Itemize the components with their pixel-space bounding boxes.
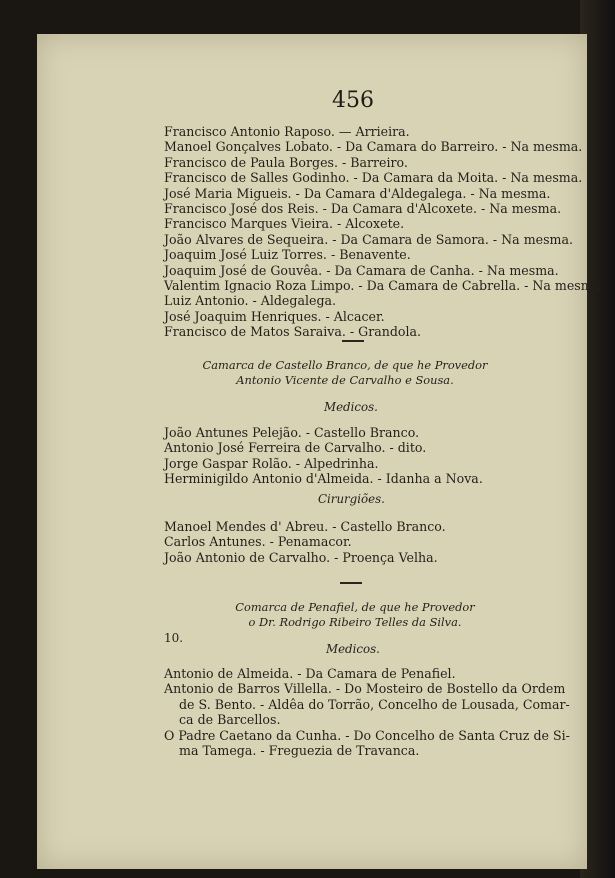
list-item: Francisco de Matos Saraiva. - Grandola. bbox=[164, 324, 422, 340]
list-item: Manoel Mendes d' Abreu. - Castello Branco. bbox=[164, 519, 446, 534]
list-item: Luiz Antonio. - Aldegalega. bbox=[164, 293, 337, 309]
list-item: Antonio José Ferreira de Carvalho. - dito. bbox=[164, 440, 427, 456]
section-heading-line: o Dr. Rodrigo Ribeiro Telles da Silva. bbox=[248, 615, 462, 629]
list-item: João Antunes Pelejão. - Castello Branco. bbox=[164, 425, 420, 440]
list-item: Jorge Gaspar Rolão. - Alpedrinha. bbox=[164, 455, 379, 471]
list-item: João Alvares de Sequeira. - Da Camara de Samora. - Na mesma. bbox=[164, 231, 574, 247]
list-item: Francisco de Salles Godinho. - Da Camara da Moita. - Na mesma. bbox=[164, 170, 583, 186]
list-item: Joaquim José de Gouvêa. - Da Camara de Canha. - Na mesma. bbox=[164, 262, 559, 278]
list-item: Francisco Antonio Raposo. — Arrieira. bbox=[164, 124, 410, 139]
list-item: Antonio de Almeida. - Da Camara de Penafiel. bbox=[164, 666, 456, 681]
list-item: Joaquim José Luiz Torres. - Benavente. bbox=[164, 247, 411, 263]
cirurgioes-list bbox=[164, 519, 446, 565]
medicos-label: Medicos. bbox=[324, 400, 378, 414]
list-item: José Joaquim Henriques. - Alcacer. bbox=[164, 308, 385, 324]
page-number: 456 bbox=[332, 88, 374, 113]
list-item-continuation: de S. Bento. - Aldêa do Torrão, Concelho de Lousada, Comar- bbox=[179, 696, 570, 712]
list-item: Francisco Marques Vieira. - Alcoxete. bbox=[164, 216, 405, 232]
separator-rule bbox=[340, 582, 362, 584]
section-heading-line: Comarca de Penafiel, de que he Provedor bbox=[235, 600, 475, 614]
cirurgioes-label: Cirurgiões. bbox=[318, 492, 385, 506]
section-heading-line: Camarca de Castello Branco, de que he Provedor bbox=[202, 358, 488, 372]
list-item: Francisco José dos Reis. - Da Camara d'Alcoxete. - Na mesma. bbox=[164, 201, 562, 217]
section-heading bbox=[180, 358, 510, 388]
list-item: Francisco de Paula Borges. - Barreiro. bbox=[164, 154, 408, 170]
entry-number: 10. bbox=[164, 631, 184, 645]
section-heading-line: Antonio Vicente de Carvalho e Sousa. bbox=[236, 373, 454, 387]
medicos-label: Medicos. bbox=[326, 642, 380, 656]
list-item: Manoel Gonçalves Lobato. - Da Camara do Barreiro. - Na mesma. bbox=[164, 139, 583, 155]
list-item: Herminigildo Antonio d'Almeida. - Idanha a Nova. bbox=[164, 471, 483, 487]
list-item: Carlos Antunes. - Penamacor. bbox=[164, 534, 352, 550]
list-item: Antonio de Barros Villella. - Do Mosteiro de Bostello da Ordem bbox=[164, 681, 566, 697]
separator-rule bbox=[342, 340, 364, 342]
name-list bbox=[164, 124, 604, 340]
medicos-list bbox=[164, 425, 483, 487]
list-item: O Padre Caetano da Cunha. - Do Concelho de Santa Cruz de Si- bbox=[164, 727, 570, 743]
section-heading bbox=[190, 600, 520, 630]
list-item-continuation: ma Tamega. - Freguezia de Travanca. bbox=[179, 743, 420, 759]
list-item: Valentim Ignacio Roza Limpo. - Da Camara de Cabrella. - Na mesma. bbox=[164, 278, 605, 294]
list-item: José Maria Migueis. - Da Camara d'Aldegalega. - Na mesma. bbox=[164, 185, 551, 201]
list-item: João Antonio de Carvalho. - Proença Velha. bbox=[164, 549, 438, 565]
medicos-list bbox=[164, 666, 570, 758]
list-item-continuation: ca de Barcellos. bbox=[179, 712, 281, 728]
